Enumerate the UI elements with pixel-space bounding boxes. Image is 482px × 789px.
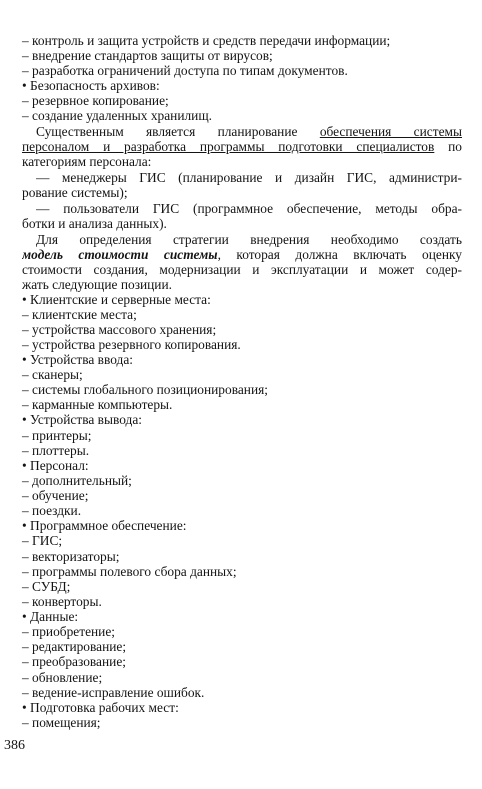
paragraph-line xyxy=(36,124,462,139)
bullet-heading: • Безопасность архивов: xyxy=(22,78,160,93)
list-item: – принтеры; xyxy=(22,428,92,443)
list-item: – разработка ограничений доступа по типам документов. xyxy=(22,63,348,78)
paragraph-line: — менеджеры ГИС (планирование и дизайн ГИС, администри- xyxy=(36,170,462,185)
list-item: – контроль и защита устройств и средств передачи информации; xyxy=(22,33,391,48)
paragraph-line xyxy=(22,139,462,154)
list-item: – дополнительный; xyxy=(22,473,132,488)
list-item: – резервное копирование; xyxy=(22,93,169,108)
list-item: – преобразование; xyxy=(22,654,126,669)
list-item: – помещения; xyxy=(22,715,101,730)
bullet-heading: • Данные: xyxy=(22,609,79,624)
paragraph-line: жать следующие позиции. xyxy=(22,277,172,292)
text-run: по xyxy=(434,139,462,154)
list-item: – поездки. xyxy=(22,503,82,518)
paragraph-line: Для определения стратегии внедрения необходимо создать xyxy=(36,232,462,247)
bullet-heading: • Подготовка рабочих мест: xyxy=(22,700,179,715)
list-item: – программы полевого сбора данных; xyxy=(22,564,237,579)
paragraph-line: ботки и анализа данных). xyxy=(22,216,167,231)
underlined-text: обеспечения системы xyxy=(319,124,462,139)
list-item: – устройства резервного копирования. xyxy=(22,337,241,352)
list-item: – конверторы. xyxy=(22,594,102,609)
list-item: – внедрение стандартов защиты от вирусов; xyxy=(22,48,273,63)
list-item: – ГИС; xyxy=(22,533,63,548)
bullet-heading: • Клиентские и серверные места: xyxy=(22,292,211,307)
bullet-heading: • Устройства ввода: xyxy=(22,352,133,367)
text-run: , которая должна включать оценку xyxy=(217,247,462,262)
list-item: – плоттеры. xyxy=(22,443,90,458)
list-item: – создание удаленных хранилищ. xyxy=(22,108,213,123)
list-item: – СУБД; xyxy=(22,579,71,594)
page-number: 386 xyxy=(4,738,25,753)
bullet-heading: • Персонал: xyxy=(22,458,89,473)
paragraph-line: стоимости создания, модернизации и эксплуатации и может содер- xyxy=(22,262,462,277)
bullet-heading: • Устройства вывода: xyxy=(22,412,142,427)
list-item: – обучение; xyxy=(22,488,89,503)
list-item: – системы глобального позиционирования; xyxy=(22,382,268,397)
list-item: – векторизаторы; xyxy=(22,549,120,564)
paragraph-line: категориям персонала: xyxy=(22,154,152,169)
bullet-heading: • Программное обеспечение: xyxy=(22,518,187,533)
list-item: – карманные компьютеры. xyxy=(22,397,173,412)
list-item: – клиентские места; xyxy=(22,307,137,322)
emphasized-term: модель стоимости системы xyxy=(22,247,218,262)
paragraph-line: рование системы); xyxy=(22,185,128,200)
underlined-text: персоналом и разработка программы подготовки специалистов xyxy=(22,139,435,154)
text-run: Существенным является планирование xyxy=(36,124,320,139)
list-item: – приобретение; xyxy=(22,624,116,639)
paragraph-line: — пользователи ГИС (программное обеспечение, методы обра- xyxy=(36,201,462,216)
paragraph-line xyxy=(22,247,462,262)
list-item: – ведение-исправление ошибок. xyxy=(22,685,205,700)
list-item: – редактирование; xyxy=(22,639,127,654)
list-item: – сканеры; xyxy=(22,367,83,382)
list-item: – устройства массового хранения; xyxy=(22,322,217,337)
list-item: – обновление; xyxy=(22,670,103,685)
